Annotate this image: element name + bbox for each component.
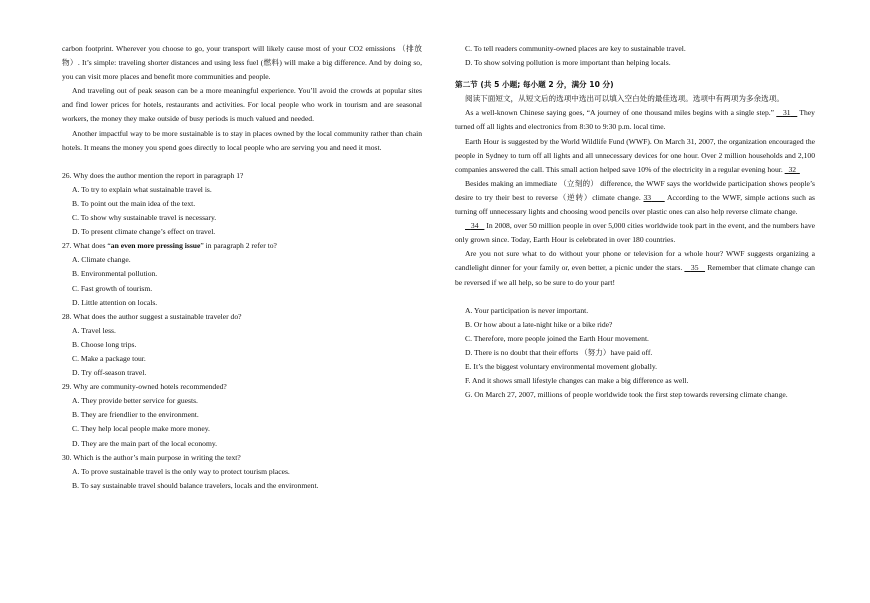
- quoted-phrase: an even more pressing issue: [110, 241, 201, 251]
- question-stem: 30. Which is the author’s main purpose in writing the text?: [62, 452, 241, 462]
- choice: F. And it shows small lifestyle changes can make a big difference as well.: [465, 376, 689, 386]
- choice: B. Or how about a late-night hike or a bike ride?: [465, 319, 613, 329]
- option: A. They provide better service for guests.: [72, 396, 198, 406]
- left-column: [62, 42, 422, 493]
- passage-paragraph: As a well-known Chinese saying goes, “A journey of one thousand miles begins with a single step.” 31 They turned off all lights and electronics from 8:30 to 9:30 p.m. local time.: [455, 108, 815, 132]
- choice: D. There is no doubt that their efforts （努力）have paid off.: [465, 347, 653, 357]
- option: C. Make a package tour.: [72, 353, 146, 363]
- option: C. Fast growth of tourism.: [72, 283, 153, 293]
- blank-35[interactable]: 35: [690, 263, 699, 273]
- passage-paragraph: And traveling out of peak season can be a more meaningful experience. You’ll avoid the crowds at popular sites and find lower prices for hotels, restaurants and activities. For local people who work in tourism and are seasonal workers, the money they make outside of busy periods is much valued and needed.: [62, 86, 422, 124]
- section-instruction: 阅读下面短文，从短文后的选项中选出可以填入空白处的最佳选项。选项中有两项为多余选项。: [465, 94, 784, 104]
- question-26: [62, 169, 422, 239]
- passage-paragraph: Earth Hour is suggested by the World Wildlife Fund (WWF). On March 31, 2007, the organization encouraged the people in Sydney to turn off all lights and all unnecessary devices for one hour. Over 2 million households and 2,100 companies answered the call. This small action helped save 10% of the electricity in a regular evening hour. 32: [455, 136, 815, 174]
- question-stem: 26. Why does the author mention the report in paragraph 1?: [62, 170, 244, 180]
- option: A. Climate change.: [72, 255, 131, 265]
- question-stem: 28. What does the author suggest a sustainable traveler do?: [62, 311, 242, 321]
- question-27: [62, 239, 422, 309]
- blank-31[interactable]: 31: [782, 108, 791, 118]
- option: D. To show solving pollution is more important than helping locals.: [465, 58, 671, 68]
- option: B. To point out the main idea of the text.: [72, 198, 196, 208]
- option: D. Little attention on locals.: [72, 297, 158, 307]
- passage-paragraph: Are you not sure what to do without your phone or television for a whole hour? WWF suggests organizing a candlelight dinner for your family or, even better, a picnic under the stars. 35 Remember that climate change can be reversed if we all help, so be sure to do your part!: [455, 249, 815, 287]
- right-column: [455, 42, 815, 402]
- question-28: [62, 310, 422, 380]
- blank-33[interactable]: 33: [643, 192, 652, 202]
- question-30: [62, 451, 422, 493]
- option: B. They are friendlier to the environment.: [72, 410, 199, 420]
- option: B. Environmental pollution.: [72, 269, 158, 279]
- option: D. Try off-season travel.: [72, 368, 147, 378]
- option: D. They are the main part of the local economy.: [72, 438, 218, 448]
- choice: G. On March 27, 2007, millions of people worldwide took the first step towards reversing climate change.: [465, 390, 788, 400]
- passage-paragraph: Another impactful way to be more sustainable is to stay in places owned by the local community rather than chain hotels. It means the money you spend goes directly to local people who are serving you and need it most.: [62, 128, 422, 152]
- option: C. To tell readers community-owned places are key to sustainable travel.: [465, 44, 686, 53]
- choice: A. Your participation is never important.: [465, 305, 589, 315]
- option: A. Travel less.: [72, 325, 116, 335]
- section-title: 第二节 (共 5 小题; 每小题 2 分，满分 10 分): [455, 80, 614, 90]
- question-29: [62, 380, 422, 450]
- question-stem: 29. Why are community-owned hotels recommended?: [62, 382, 227, 392]
- passage-paragraph: Besides making an immediate （立刻的） difference, the WWF says the worldwide participation shows people’s desire to try their best to reverse（逆转）climate change. 33 According to the WWF, simple actions such as turning off unnecessary lights and choosing wood pencils over plastic ones can also help reverse climate change.: [455, 178, 816, 217]
- option: C. They help local people make more money.: [72, 424, 210, 434]
- option: C. To show why sustainable travel is necessary.: [72, 213, 217, 223]
- blank-34[interactable]: 34: [470, 221, 479, 231]
- option: B. Choose long trips.: [72, 339, 137, 349]
- option: D. To present climate change’s effect on travel.: [72, 227, 216, 237]
- option: A. To prove sustainable travel is the only way to protect tourism places.: [72, 466, 290, 476]
- choice: E. It’s the biggest voluntary environmental movement globally.: [465, 361, 658, 371]
- passage-paragraph: 34 In 2008, over 50 million people in over 5,000 cities worldwide took part in the event, and the numbers have only grown since. Today, Earth Hour is celebrated in over 180 countries.: [455, 221, 815, 245]
- option: A. To try to explain what sustainable travel is.: [72, 184, 212, 194]
- question-stem: 27. What does “an even more pressing issue” in paragraph 2 refer to?: [62, 241, 277, 251]
- answer-choices: [455, 304, 815, 403]
- passage-paragraph: carbon footprint. Wherever you choose to go, your transport will likely cause most of your CO2 emissions （排放物）. It’s simple: traveling shorter distances and using less fuel (燃料) will make a big difference. And by doing so, you can visit more places and benefit more communities and people.: [62, 44, 422, 82]
- option: B. To say sustainable travel should balance travelers, locals and the environment.: [72, 480, 319, 490]
- blank-32[interactable]: 32: [788, 164, 797, 174]
- choice: C. Therefore, more people joined the Earth Hour movement.: [465, 333, 649, 343]
